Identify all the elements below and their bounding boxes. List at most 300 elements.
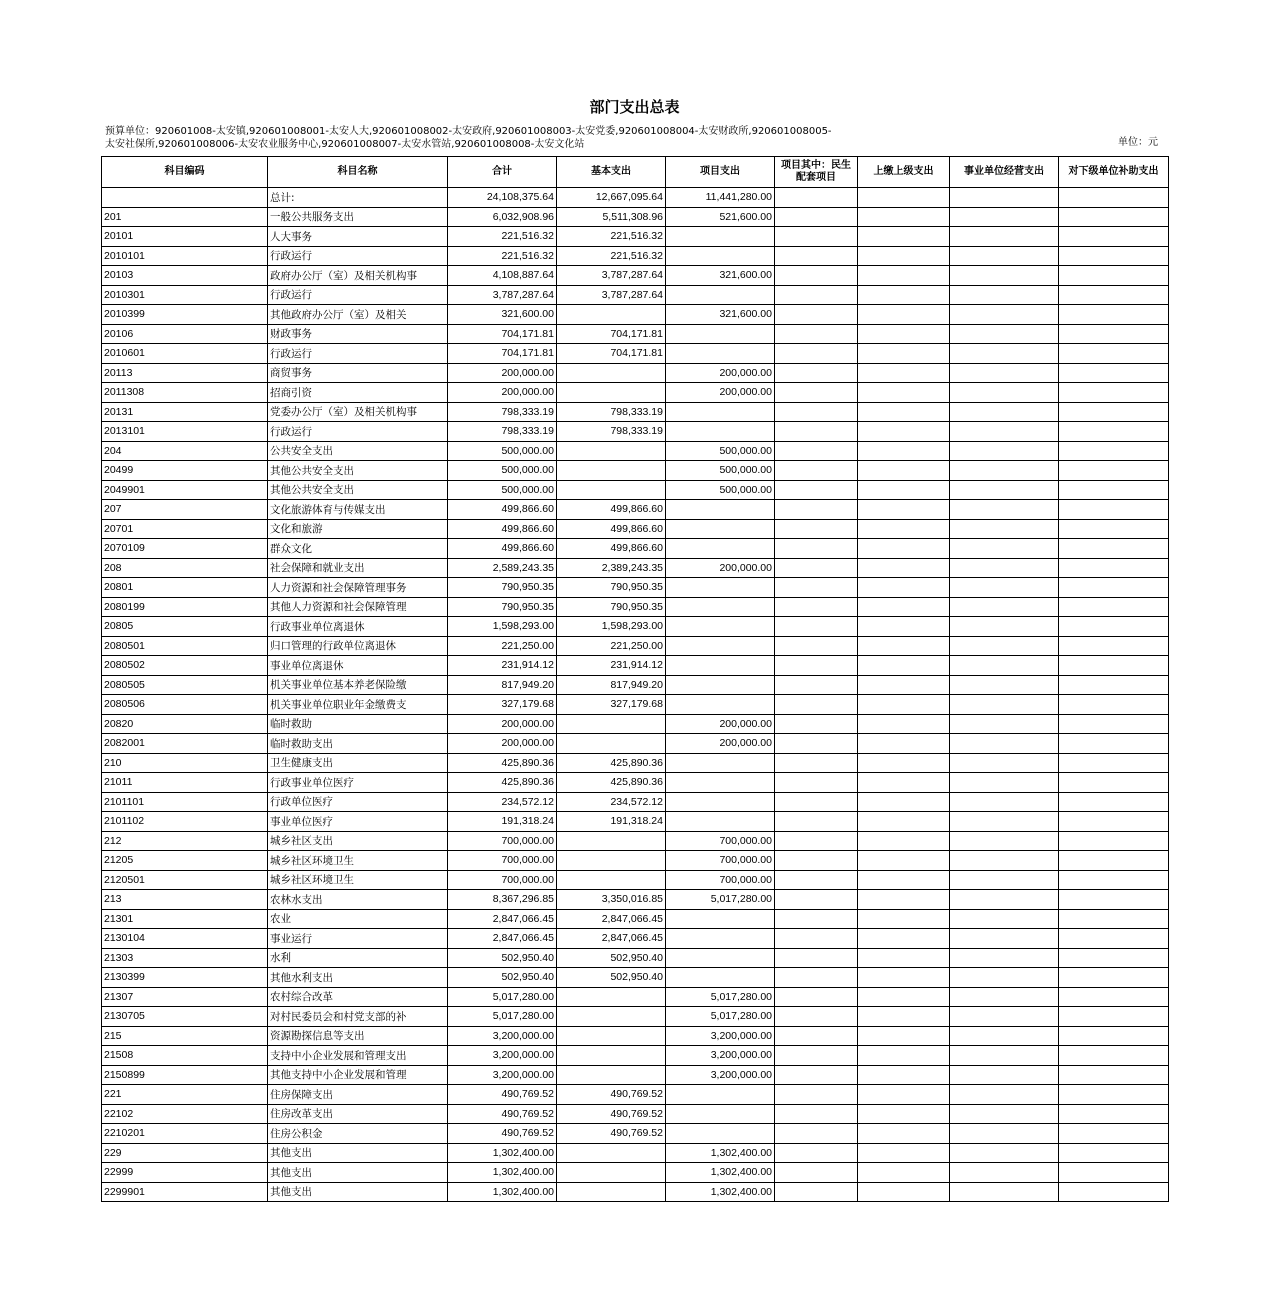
subject-code-cell: 201 (102, 207, 268, 227)
total-cell: 500,000.00 (448, 480, 557, 500)
basic-expense-cell: 790,950.35 (557, 597, 666, 617)
remit-superior-cell (858, 363, 950, 383)
business-expense-cell (950, 1046, 1059, 1066)
business-expense-cell (950, 1104, 1059, 1124)
table-row (102, 890, 1169, 910)
livelihood-project-cell (775, 305, 858, 325)
total-cell: 2,847,066.45 (448, 909, 557, 929)
business-expense-cell (950, 461, 1059, 481)
remit-superior-cell (858, 617, 950, 637)
project-expense-cell (666, 617, 775, 637)
project-expense-cell (666, 422, 775, 442)
table-row (102, 753, 1169, 773)
total-cell: 1,302,400.00 (448, 1143, 557, 1163)
subsidy-subordinate-cell (1059, 422, 1169, 442)
subject-code-cell: 20106 (102, 324, 268, 344)
basic-expense-cell: 191,318.24 (557, 812, 666, 832)
livelihood-project-cell (775, 363, 858, 383)
basic-expense-cell: 3,787,287.64 (557, 266, 666, 286)
subject-code-cell: 2080506 (102, 695, 268, 715)
table-row (102, 383, 1169, 403)
basic-expense-cell: 499,866.60 (557, 500, 666, 520)
basic-expense-cell: 704,171.81 (557, 344, 666, 364)
basic-expense-cell: 221,516.32 (557, 227, 666, 247)
total-cell: 502,950.40 (448, 948, 557, 968)
project-expense-cell: 3,200,000.00 (666, 1026, 775, 1046)
subject-name-cell: 其他人力资源和社会保障管理 (268, 597, 448, 617)
livelihood-project-cell (775, 948, 858, 968)
livelihood-project-cell (775, 344, 858, 364)
subject-code-cell: 204 (102, 441, 268, 461)
basic-expense-cell (557, 480, 666, 500)
basic-expense-cell (557, 1182, 666, 1202)
subject-code-cell: 22102 (102, 1104, 268, 1124)
remit-superior-cell (858, 909, 950, 929)
livelihood-project-cell (775, 792, 858, 812)
project-expense-cell (666, 1085, 775, 1105)
basic-expense-cell: 502,950.40 (557, 948, 666, 968)
basic-expense-cell: 490,769.52 (557, 1124, 666, 1144)
subject-code-cell: 2011308 (102, 383, 268, 403)
livelihood-project-cell (775, 812, 858, 832)
project-expense-cell (666, 500, 775, 520)
subject-code-cell: 2130399 (102, 968, 268, 988)
remit-superior-cell (858, 422, 950, 442)
total-cell: 2,589,243.35 (448, 558, 557, 578)
basic-expense-cell (557, 987, 666, 1007)
basic-expense-cell: 2,847,066.45 (557, 929, 666, 949)
subject-name-cell: 其他水利支出 (268, 968, 448, 988)
project-expense-cell: 1,302,400.00 (666, 1182, 775, 1202)
subject-name-cell: 卫生健康支出 (268, 753, 448, 773)
livelihood-project-cell (775, 1007, 858, 1027)
total-cell: 2,847,066.45 (448, 929, 557, 949)
subject-code-cell: 2070109 (102, 539, 268, 559)
livelihood-project-cell (775, 500, 858, 520)
remit-superior-cell (858, 305, 950, 325)
livelihood-project-cell (775, 1104, 858, 1124)
subject-name-cell: 行政运行 (268, 344, 448, 364)
total-cell: 425,890.36 (448, 773, 557, 793)
livelihood-project-cell (775, 909, 858, 929)
subject-name-cell: 对村民委员会和村党支部的补 (268, 1007, 448, 1027)
header-cell: 事业单位经营支出 (950, 157, 1059, 188)
subject-name-cell: 商贸事务 (268, 363, 448, 383)
table-row (102, 792, 1169, 812)
subject-code-cell: 20499 (102, 461, 268, 481)
remit-superior-cell (858, 1104, 950, 1124)
subsidy-subordinate-cell (1059, 948, 1169, 968)
business-expense-cell (950, 500, 1059, 520)
basic-expense-cell (557, 1007, 666, 1027)
business-expense-cell (950, 948, 1059, 968)
subject-code-cell: 2013101 (102, 422, 268, 442)
subject-code-cell: 2049901 (102, 480, 268, 500)
total-cell: 221,516.32 (448, 227, 557, 247)
remit-superior-cell (858, 831, 950, 851)
livelihood-project-cell (775, 207, 858, 227)
subject-name-cell: 住房保障支出 (268, 1085, 448, 1105)
subsidy-subordinate-cell (1059, 656, 1169, 676)
subject-code-cell: 20820 (102, 714, 268, 734)
project-expense-cell (666, 227, 775, 247)
subsidy-subordinate-cell (1059, 617, 1169, 637)
header-cell: 基本支出 (557, 157, 666, 188)
livelihood-project-cell (775, 1046, 858, 1066)
project-expense-cell (666, 929, 775, 949)
table-row (102, 597, 1169, 617)
business-expense-cell (950, 363, 1059, 383)
business-expense-cell (950, 1124, 1059, 1144)
total-cell: 200,000.00 (448, 363, 557, 383)
subject-code-cell: 2010399 (102, 305, 268, 325)
table-row (102, 266, 1169, 286)
table-row (102, 773, 1169, 793)
business-expense-cell (950, 539, 1059, 559)
total-cell: 790,950.35 (448, 578, 557, 598)
subject-name-cell: 行政运行 (268, 422, 448, 442)
subsidy-subordinate-cell (1059, 344, 1169, 364)
subject-name-cell: 人力资源和社会保障管理事务 (268, 578, 448, 598)
total-cell: 3,787,287.64 (448, 285, 557, 305)
subject-code-cell: 21205 (102, 851, 268, 871)
business-expense-cell (950, 266, 1059, 286)
livelihood-project-cell (775, 968, 858, 988)
business-expense-cell (950, 1007, 1059, 1027)
subject-name-cell: 事业单位离退休 (268, 656, 448, 676)
livelihood-project-cell (775, 675, 858, 695)
table-row (102, 402, 1169, 422)
remit-superior-cell (858, 714, 950, 734)
business-expense-cell (950, 636, 1059, 656)
remit-superior-cell (858, 207, 950, 227)
table-row (102, 636, 1169, 656)
table-row (102, 344, 1169, 364)
basic-expense-cell: 5,511,308.96 (557, 207, 666, 227)
project-expense-cell (666, 753, 775, 773)
subject-name-cell: 归口管理的行政单位离退休 (268, 636, 448, 656)
project-expense-cell (666, 968, 775, 988)
subsidy-subordinate-cell (1059, 1163, 1169, 1183)
subject-code-cell: 2130705 (102, 1007, 268, 1027)
business-expense-cell (950, 675, 1059, 695)
subject-code-cell: 2010301 (102, 285, 268, 305)
remit-superior-cell (858, 734, 950, 754)
table-row (102, 500, 1169, 520)
project-expense-cell: 5,017,280.00 (666, 890, 775, 910)
subject-name-cell: 事业单位医疗 (268, 812, 448, 832)
subject-name-cell: 其他公共安全支出 (268, 480, 448, 500)
total-cell: 231,914.12 (448, 656, 557, 676)
remit-superior-cell (858, 948, 950, 968)
business-expense-cell (950, 714, 1059, 734)
livelihood-project-cell (775, 246, 858, 266)
remit-superior-cell (858, 246, 950, 266)
business-expense-cell (950, 968, 1059, 988)
subsidy-subordinate-cell (1059, 207, 1169, 227)
basic-expense-cell (557, 363, 666, 383)
subsidy-subordinate-cell (1059, 675, 1169, 695)
remit-superior-cell (858, 812, 950, 832)
livelihood-project-cell (775, 831, 858, 851)
remit-superior-cell (858, 987, 950, 1007)
remit-superior-cell (858, 675, 950, 695)
subsidy-subordinate-cell (1059, 734, 1169, 754)
table-row (102, 578, 1169, 598)
remit-superior-cell (858, 285, 950, 305)
budget-unit-info (105, 125, 925, 151)
remit-superior-cell (858, 266, 950, 286)
subsidy-subordinate-cell (1059, 558, 1169, 578)
subsidy-subordinate-cell (1059, 792, 1169, 812)
budget-unit-line-2: 太安社保所,920601008006-太安农业服务中心,920601008007-太安水管站,920601008008-太安文化站 (105, 139, 585, 150)
livelihood-project-cell (775, 227, 858, 247)
subject-name-cell: 水利 (268, 948, 448, 968)
subsidy-subordinate-cell (1059, 1104, 1169, 1124)
remit-superior-cell (858, 480, 950, 500)
basic-expense-cell (557, 1143, 666, 1163)
business-expense-cell (950, 578, 1059, 598)
project-expense-cell (666, 344, 775, 364)
remit-superior-cell (858, 344, 950, 364)
header-cell: 科目名称 (268, 157, 448, 188)
total-cell: 327,179.68 (448, 695, 557, 715)
remit-superior-cell (858, 441, 950, 461)
subsidy-subordinate-cell (1059, 597, 1169, 617)
livelihood-project-cell (775, 461, 858, 481)
total-cell: 5,017,280.00 (448, 987, 557, 1007)
budget-unit-line-1: 预算单位：920601008-太安镇,920601008001-太安人大,920601008002-太安政府,920601008003-太安党委,920601008004-太安财政所,920601008005- (105, 126, 832, 137)
basic-expense-cell (557, 734, 666, 754)
business-expense-cell (950, 480, 1059, 500)
basic-expense-cell: 221,250.00 (557, 636, 666, 656)
business-expense-cell (950, 773, 1059, 793)
total-cell: 8,367,296.85 (448, 890, 557, 910)
subsidy-subordinate-cell (1059, 363, 1169, 383)
currency-unit-label: 单位：元 (1118, 137, 1158, 148)
remit-superior-cell (858, 753, 950, 773)
business-expense-cell (950, 344, 1059, 364)
total-cell: 200,000.00 (448, 714, 557, 734)
total-cell: 3,200,000.00 (448, 1046, 557, 1066)
total-cell: 221,516.32 (448, 246, 557, 266)
subsidy-subordinate-cell (1059, 266, 1169, 286)
table-row (102, 1046, 1169, 1066)
remit-superior-cell (858, 383, 950, 403)
table-row (102, 285, 1169, 305)
subject-name-cell: 行政运行 (268, 285, 448, 305)
project-expense-cell (666, 812, 775, 832)
remit-superior-cell (858, 188, 950, 208)
business-expense-cell (950, 929, 1059, 949)
project-expense-cell (666, 597, 775, 617)
project-expense-cell (666, 246, 775, 266)
project-expense-cell (666, 402, 775, 422)
table-row (102, 929, 1169, 949)
remit-superior-cell (858, 695, 950, 715)
subsidy-subordinate-cell (1059, 441, 1169, 461)
livelihood-project-cell (775, 870, 858, 890)
subsidy-subordinate-cell (1059, 305, 1169, 325)
remit-superior-cell (858, 656, 950, 676)
subsidy-subordinate-cell (1059, 753, 1169, 773)
project-expense-cell (666, 1104, 775, 1124)
subject-name-cell: 行政事业单位离退休 (268, 617, 448, 637)
header-cell: 科目编码 (102, 157, 268, 188)
subject-name-cell: 农业 (268, 909, 448, 929)
remit-superior-cell (858, 792, 950, 812)
subject-name-cell: 机关事业单位基本养老保险缴 (268, 675, 448, 695)
project-expense-cell (666, 324, 775, 344)
subsidy-subordinate-cell (1059, 324, 1169, 344)
livelihood-project-cell (775, 987, 858, 1007)
subject-code-cell: 2010101 (102, 246, 268, 266)
project-expense-cell (666, 636, 775, 656)
table-row (102, 1007, 1169, 1027)
subject-name-cell: 人大事务 (268, 227, 448, 247)
subject-name-cell: 公共安全支出 (268, 441, 448, 461)
total-cell: 1,598,293.00 (448, 617, 557, 637)
project-expense-cell (666, 1124, 775, 1144)
project-expense-cell: 1,302,400.00 (666, 1163, 775, 1183)
total-cell: 1,302,400.00 (448, 1163, 557, 1183)
table-row (102, 870, 1169, 890)
business-expense-cell (950, 1026, 1059, 1046)
subject-code-cell: 2130104 (102, 929, 268, 949)
business-expense-cell (950, 422, 1059, 442)
project-expense-cell (666, 909, 775, 929)
subsidy-subordinate-cell (1059, 987, 1169, 1007)
subject-name-cell: 行政事业单位医疗 (268, 773, 448, 793)
subject-name-cell: 一般公共服务支出 (268, 207, 448, 227)
table-row (102, 909, 1169, 929)
business-expense-cell (950, 558, 1059, 578)
basic-expense-cell (557, 305, 666, 325)
subject-code-cell: 21011 (102, 773, 268, 793)
subsidy-subordinate-cell (1059, 831, 1169, 851)
basic-expense-cell: 499,866.60 (557, 519, 666, 539)
table-row (102, 851, 1169, 871)
business-expense-cell (950, 987, 1059, 1007)
table-row (102, 227, 1169, 247)
subject-code-cell: 2101102 (102, 812, 268, 832)
remit-superior-cell (858, 402, 950, 422)
subsidy-subordinate-cell (1059, 227, 1169, 247)
subject-name-cell: 文化和旅游 (268, 519, 448, 539)
header-cell: 对下级单位补助支出 (1059, 157, 1169, 188)
remit-superior-cell (858, 500, 950, 520)
subject-name-cell: 城乡社区环境卫生 (268, 851, 448, 871)
remit-superior-cell (858, 1065, 950, 1085)
total-cell: 704,171.81 (448, 324, 557, 344)
project-expense-cell: 200,000.00 (666, 363, 775, 383)
subsidy-subordinate-cell (1059, 1046, 1169, 1066)
total-cell: 500,000.00 (448, 461, 557, 481)
project-expense-cell: 200,000.00 (666, 558, 775, 578)
project-expense-cell (666, 948, 775, 968)
project-expense-cell: 5,017,280.00 (666, 987, 775, 1007)
subject-name-cell: 行政单位医疗 (268, 792, 448, 812)
subsidy-subordinate-cell (1059, 1143, 1169, 1163)
basic-expense-cell: 425,890.36 (557, 753, 666, 773)
subject-name-cell: 机关事业单位职业年金缴费支 (268, 695, 448, 715)
business-expense-cell (950, 597, 1059, 617)
total-cell: 3,200,000.00 (448, 1065, 557, 1085)
project-expense-cell: 200,000.00 (666, 383, 775, 403)
subsidy-subordinate-cell (1059, 636, 1169, 656)
subsidy-subordinate-cell (1059, 461, 1169, 481)
total-cell: 5,017,280.00 (448, 1007, 557, 1027)
basic-expense-cell: 502,950.40 (557, 968, 666, 988)
livelihood-project-cell (775, 851, 858, 871)
livelihood-project-cell (775, 1065, 858, 1085)
business-expense-cell (950, 1163, 1059, 1183)
subject-code-cell: 212 (102, 831, 268, 851)
total-cell: 500,000.00 (448, 441, 557, 461)
table-row (102, 324, 1169, 344)
project-expense-cell: 3,200,000.00 (666, 1065, 775, 1085)
livelihood-project-cell (775, 402, 858, 422)
table-row (102, 987, 1169, 1007)
remit-superior-cell (858, 890, 950, 910)
table-row (102, 831, 1169, 851)
project-expense-cell: 321,600.00 (666, 266, 775, 286)
business-expense-cell (950, 695, 1059, 715)
table-row (102, 968, 1169, 988)
project-expense-cell (666, 285, 775, 305)
total-cell: 798,333.19 (448, 402, 557, 422)
total-cell: 499,866.60 (448, 519, 557, 539)
subsidy-subordinate-cell (1059, 1124, 1169, 1144)
subject-name-cell: 财政事务 (268, 324, 448, 344)
total-cell: 790,950.35 (448, 597, 557, 617)
subject-name-cell: 文化旅游体育与传媒支出 (268, 500, 448, 520)
project-expense-cell: 1,302,400.00 (666, 1143, 775, 1163)
total-cell: 200,000.00 (448, 734, 557, 754)
subject-code-cell: 213 (102, 890, 268, 910)
total-cell: 3,200,000.00 (448, 1026, 557, 1046)
table-row (102, 617, 1169, 637)
remit-superior-cell (858, 1026, 950, 1046)
business-expense-cell (950, 519, 1059, 539)
subject-name-cell: 其他公共安全支出 (268, 461, 448, 481)
remit-superior-cell (858, 929, 950, 949)
basic-expense-cell: 817,949.20 (557, 675, 666, 695)
table-row (102, 363, 1169, 383)
project-expense-cell: 700,000.00 (666, 870, 775, 890)
project-expense-cell: 700,000.00 (666, 851, 775, 871)
business-expense-cell (950, 1182, 1059, 1202)
total-cell: 499,866.60 (448, 500, 557, 520)
livelihood-project-cell (775, 480, 858, 500)
subject-code-cell: 20101 (102, 227, 268, 247)
subsidy-subordinate-cell (1059, 578, 1169, 598)
total-cell: 321,600.00 (448, 305, 557, 325)
basic-expense-cell: 790,950.35 (557, 578, 666, 598)
table-row (102, 1182, 1169, 1202)
business-expense-cell (950, 1085, 1059, 1105)
remit-superior-cell (858, 578, 950, 598)
business-expense-cell (950, 1143, 1059, 1163)
subsidy-subordinate-cell (1059, 714, 1169, 734)
total-cell: 1,302,400.00 (448, 1182, 557, 1202)
subject-code-cell: 2150899 (102, 1065, 268, 1085)
table-row (102, 1104, 1169, 1124)
livelihood-project-cell (775, 1026, 858, 1046)
total-cell: 700,000.00 (448, 851, 557, 871)
remit-superior-cell (858, 1046, 950, 1066)
basic-expense-cell: 704,171.81 (557, 324, 666, 344)
